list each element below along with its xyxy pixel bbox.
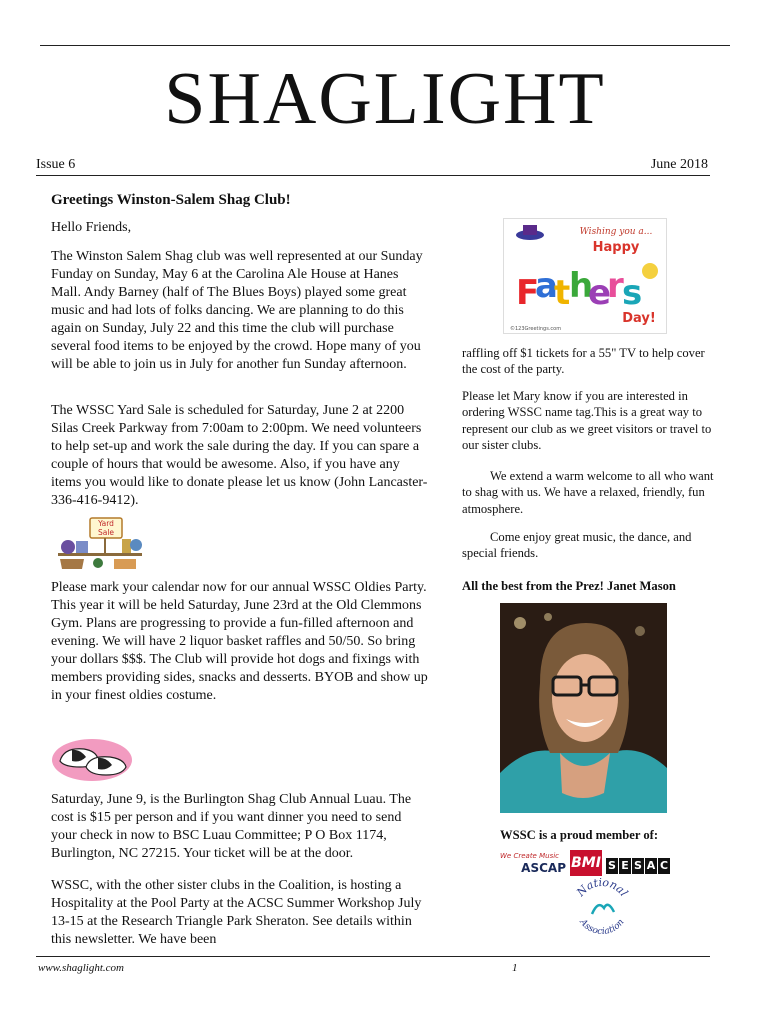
card-happy-text: Happy [592, 240, 640, 255]
sesac-letter: S [606, 858, 618, 874]
yard-sale-illustration [56, 515, 144, 571]
paragraph-name-tag: Please let Mary know if you are interested in ordering WSSC name tag.This is a great way to represent our club as we greet visitors or travel to our sister clubs. [462, 389, 712, 453]
paragraph-pool-party: WSSC, with the other sister clubs in the Coalition, is hosting a Hospitality at the Pool Party at the ACSC Summer Workshop July 13-15 at the Research Triangle Park Sheraton. See details within this newsletter. We have been [51, 878, 422, 947]
footer-website: www.shaglight.com [38, 962, 124, 974]
association-arc-text: Association [577, 917, 627, 938]
sesac-letter: E [619, 858, 631, 874]
yard-sale-sign-line2: Sale [97, 528, 115, 537]
card-fathers-letter: s [622, 273, 643, 313]
footer-page-number: 1 [512, 962, 518, 974]
paragraph-raffle: raffling off $1 tickets for a 55" TV to help cover the cost of the party. [462, 346, 705, 377]
ascap-logo [500, 852, 566, 878]
saddle-shoes-illustration [50, 733, 134, 783]
paragraph-sunday-funday: The Winston Salem Shag club was well represented at our Sunday Funday on Sunday, May 6 at the Carolina Ale House at Hanes Mall. Andy Barney (half of The Blues Boys) played some great music and had lots of folks dancing. We are planning to do this again on Sunday, July 22 and this time the club will purchase several food items to be enjoyed by the crowd. Hope many of you will be able to join us in July for another fun Sunday afternoon. [51, 249, 423, 372]
card-fathers-letter: r [607, 266, 624, 306]
card-fathers-letter: e [588, 273, 612, 313]
card-wishing-text: Wishing you a... [579, 227, 653, 237]
paragraph-oldies-party: Please mark your calendar now for our annual WSSC Oldies Party. This year it will be held Saturday, June 23rd at the Old Clemmons Gym. Plans are progressing to provide a fun-filled afternoon and evening. We will have 2 liquor basket raffles and 50/50. So bring your dollars $$$. The Club will provide hot dogs and fixings with members providing sides, snacks and desserts. BYOB and show up in your finest oldies costume. [51, 580, 428, 703]
header-rule [36, 175, 710, 176]
ascap-tagline: We Create Music [500, 852, 560, 860]
masthead-title: SHAGLIGHT [164, 58, 606, 140]
president-photo [500, 603, 667, 813]
paragraph-burlington-luau: Saturday, June 9, is the Burlington Shag Club Annual Luau. The cost is $15 per person and if you want dinner you need to send your check in now to BSC Luau Committee; P O Box 1174, Burlington, NC 27215. Your ticket will be at the door. [51, 792, 412, 861]
smiley-icon [642, 263, 658, 279]
signoff-text: All the best from the Prez! Janet Mason [462, 579, 676, 593]
ascap-wordmark: ASCAP [521, 861, 566, 875]
card-fathers-letter: t [554, 273, 571, 313]
svg-text:National [573, 878, 630, 900]
card-fathers-letter: F [516, 273, 540, 313]
greeting-heading: Greetings Winston-Salem Shag Club! [51, 192, 291, 208]
national-association-logo [570, 878, 634, 938]
fathers-day-graphic [504, 219, 666, 333]
top-rule [40, 45, 730, 46]
sesac-logo [606, 858, 670, 874]
card-fathers-letter: a [535, 266, 558, 306]
hat-top-icon [523, 225, 537, 235]
issue-number: Issue 6 [36, 157, 76, 172]
fathers-day-card [503, 218, 667, 334]
svg-text:Association [577, 917, 627, 937]
sesac-letter: A [646, 859, 656, 872]
card-fathers-letter: h [569, 266, 594, 306]
national-arc-text: National [574, 878, 631, 899]
yard-sale-sign-line1: Yard [98, 519, 114, 528]
paragraph-welcome: We extend a warm welcome to all who want to shag with us. We have a relaxed, friendly, fun atmosphere. [462, 469, 714, 516]
left-column [51, 219, 428, 237]
bmi-logo: BMI [570, 850, 602, 876]
member-heading: WSSC is a proud member of: [500, 828, 659, 842]
sesac-letter: C [659, 859, 669, 872]
paragraph-come-enjoy: Come enjoy great music, the dance, and special friends. [462, 530, 692, 561]
footer-rule [36, 956, 710, 957]
paragraph-yard-sale: The WSSC Yard Sale is scheduled for Saturday, June 2 at 2200 Silas Creek Parkway from 7:00am to 2:00pm. We need volunteers to help set-up and work the sale during the day. If you can spare a couple of hours that would be awesome. Also, if you have any items you would like to donate please let us know (John Lancaster-336-416-9412). [51, 403, 428, 508]
card-fathers-word [516, 266, 642, 313]
issue-date: June 2018 [650, 157, 708, 172]
sesac-letter: S [632, 858, 644, 874]
card-credit-text: ©123Greetings.com [510, 326, 562, 332]
card-day-text: Day! [622, 311, 656, 326]
salutation: Hello Friends, [51, 220, 132, 235]
dancers-icon [592, 905, 614, 914]
